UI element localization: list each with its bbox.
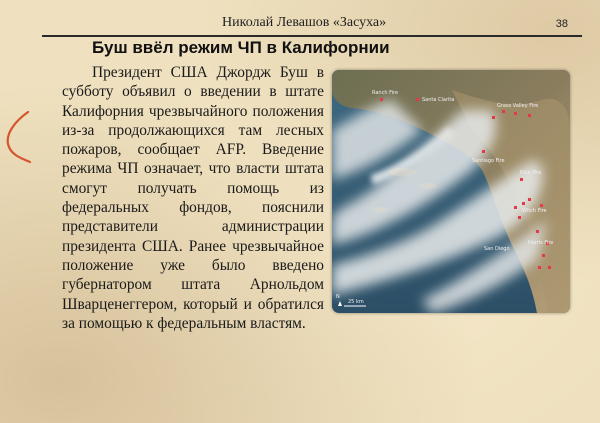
label-witch-fire: Witch Fire	[522, 208, 547, 214]
label-harris-fire: Harris Fire	[528, 240, 554, 246]
article-headline: Буш ввёл режим ЧП в Калифорнии	[92, 38, 390, 57]
label-ranch-fire: Ranch Fire	[372, 90, 399, 96]
red-pen-mark	[0, 100, 40, 180]
header-rule	[42, 35, 582, 37]
page-number: 38	[555, 18, 568, 30]
book-title: Николай Левашов «Засуха»	[222, 15, 387, 30]
label-santiago-fire: Santiago Fire	[472, 158, 505, 164]
scale-label: 25 km	[348, 299, 364, 305]
label-rice-fire: Rice Fire	[520, 170, 542, 176]
label-santa-clarita: Santa Clarita	[422, 97, 455, 103]
article-body: Президент США Джордж Буш в субботу объявил о введении в штате Калифорния чрезвычайного положения из-за продолжающихся там лесных пожаров, сообщает AFP. Введение режима ЧП означает, что власти штата смогут получать помощь из федеральных фондов, пояснили представители администрации президента США. Ранее чрезвычайное положение уже было введено губернатором штата Арнольдом Шварценеггером, который и обратился за помощью к федеральным властям.	[62, 64, 324, 332]
satellite-photo	[332, 70, 570, 313]
label-grass-valley-fire: Grass Valley Fire	[497, 103, 539, 109]
north-arrow-label: N	[336, 294, 340, 300]
page-header	[42, 12, 582, 36]
label-san-diego: San Diego	[484, 246, 510, 252]
